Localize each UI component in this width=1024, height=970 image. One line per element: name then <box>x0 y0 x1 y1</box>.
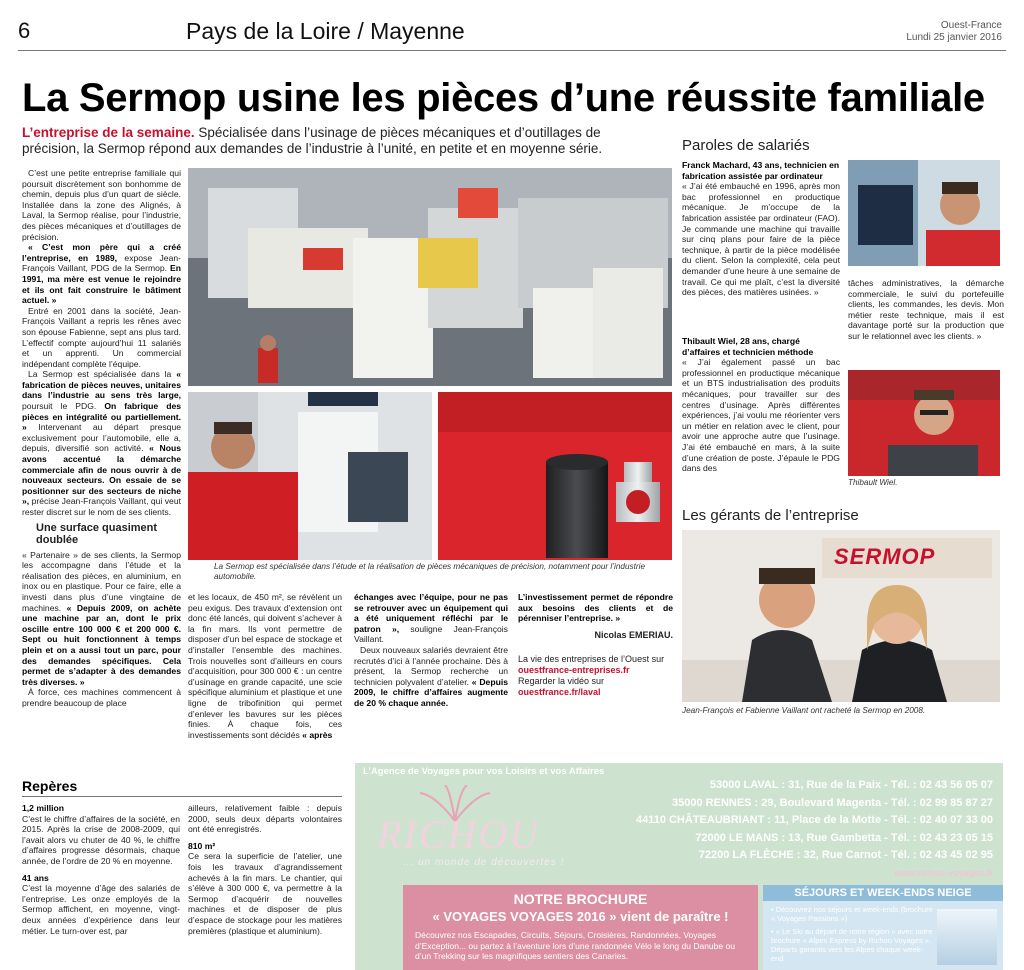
thibault-photo <box>848 370 1000 476</box>
article-column-1 <box>22 168 181 709</box>
ad-agencies <box>636 777 993 882</box>
paragraph: L’investissement permet de répondre aux besoins des clients et de pérenniser l’entreprise. » <box>518 592 673 624</box>
quote: « après <box>302 729 333 740</box>
text: « Partenaire » <box>22 549 78 560</box>
paragraph: C’est une petite entreprise familiale qui poursuit discrètement son bonhomme de chemin, depuis plus d’un quart de siècle. Installée dans la zone des Alignés, à Laval, la Sermop réalise, pour l’industrie, des pièces mécaniques et d’outillages de précision. <box>22 168 181 242</box>
agency-line: 35000 RENNES : 29, Boulevard Magenta - Tél. : 02 99 85 87 27 <box>672 796 993 809</box>
text: Deux nouveaux salariés devraient être recrutés d’ici à l’année prochaine. Dès à présent, la Sermop recherche un technicien polyvalent d’atelier. <box>354 644 508 687</box>
technician-photo <box>188 392 432 560</box>
repere-heading: 1,2 million <box>22 803 65 813</box>
paragraph <box>188 592 342 740</box>
promo <box>518 654 673 698</box>
brochure-title: NOTRE BROCHURE <box>513 891 648 907</box>
ad-website[interactable]: www.richou-voyages.fr <box>894 867 993 878</box>
sejours-title: SÉJOURS ET WEEK-ENDS NEIGE <box>763 885 1003 901</box>
gerants-title: Les gérants de l’entreprise <box>682 507 859 524</box>
agency-line: 53000 LAVAL : 31, Rue de la Paix - Tél. : 02 43 56 05 07 <box>709 779 993 791</box>
video-link[interactable]: ouestfrance.fr/laval <box>518 687 601 698</box>
franck-quote-cont: tâches administratives, la démarche commerciale, le suivi du portefeuille clients, les commandes, les devis. Mon métier reste technique, mais il est davantage porté sur la production que sur le relationnel avec les clients. » <box>848 278 1004 341</box>
agency-line: 44110 CHÂTEAUBRIANT : 11, Place de la Motte - Tél. : 02 40 07 33 00 <box>635 814 993 826</box>
gerants-photo <box>682 530 1000 702</box>
header-rule <box>18 50 1006 51</box>
franck-quote: « J’ai été embauché en 1996, après mon bac professionnel en productique mécanique. Je m’occupe de la fabrication assistée par ordinateur (FAO). Je commande une machine qui travaille sur cinq plans pour faire de la pièce technique, à partir de la pièce modélisée du client. Selon la complexité, cela peut demander d’une heure à une semaine de travail. Ce qui me plaît, c’est la diversité des pièces, des matières usinées. » <box>682 181 840 298</box>
sidebar-title: Paroles de salariés <box>682 137 810 154</box>
thibault-heading: Thibault Wiel, 28 ans, chargé d’affaires et technicien méthode <box>682 336 814 357</box>
text: Regarder la vidéo sur <box>518 676 605 687</box>
page-header <box>18 16 1006 50</box>
text: de ses clients, la Sermop les accompagne dans l’étude et la réalisation des pièces, en aluminium, en inox ou en plastique. Pour ce faire, elle a investi dans plus d’une vingtaine de machines. <box>22 549 181 613</box>
parts-photo <box>438 392 672 560</box>
text: poursuit le PDG. <box>22 401 105 412</box>
gerants-caption: Jean-François et Fabienne Vaillant ont racheté la Sermop en 2008. <box>682 706 926 715</box>
entreprises-link[interactable]: ouestfrance-entreprises.fr <box>518 665 630 676</box>
quote: « Depuis 2009, on achète une machine par an, dont le prix oscille entre 100 000 € et 200 000 €. Sept ou huit fonctionnent à temps plein et on a aussi tout un parc, pour des demandes spécifiques. Cela permet de s’adapter à des demandes très diverses. » <box>22 602 181 687</box>
workshop-photo <box>188 168 672 386</box>
sejours-item: • « Le Ski au départ de notre région » avec notre brochure « Alpes Express by Richou Voyages ». Départs garantis vers les Alpes chaque week-end <box>771 927 933 963</box>
article-column-4 <box>518 592 673 698</box>
thibault-block <box>682 336 840 474</box>
text: souligne Jean-François Vaillant. <box>354 623 508 645</box>
quote: « fabrication de pièces neuves, unitaires dans l’industrie au sens très large, <box>22 369 181 401</box>
repere-text: C’est la moyenne d’âge des salariés de l’entreprise. Les onze employés de la Sermop affichent, en moyenne, vingt-deux années d’expérience dans leur métier. Le turn-over est, par <box>22 883 180 936</box>
sejours-item: • Découvrez nos séjours et week-ends (brochure « Voyages Passions ») <box>771 905 933 923</box>
repere-heading: 810 m² <box>188 840 216 851</box>
author: Nicolas EMERIAU. <box>594 629 673 640</box>
sejours-box <box>763 885 1003 970</box>
brochure-text: Découvrez nos Escapades, Circuits, Séjours, Croisières, Randonnées, Voyages d’Exception... ou partez à l’aventure lors d’une randonnée Vélo le long du Danube ou d’un Trekking sur les magnifiques sentiers des Canaries. <box>415 930 735 961</box>
richou-ad[interactable] <box>355 763 1003 970</box>
quote: En 1991, ma mère est venue le rejoindre et ils ont fait construire le bâtiment actuel. » <box>22 263 181 306</box>
paragraph <box>22 550 181 688</box>
ski-photo <box>937 909 997 965</box>
repere-text: ailleurs, relativement faible : depuis 2000, seuls deux départs volontaires ont été enregistrés. <box>188 803 342 835</box>
headline: La Sermop usine les pièces d’une réussite familiale <box>22 76 985 120</box>
thibault-caption: Thibault Wiel. <box>848 478 898 487</box>
quote: « Nous avons accentué la démarche commerciale afin de nous ouvrir à de nouveaux secteurs. On essaie de se positionner sur des secteurs de niche », <box>22 443 181 507</box>
text: précise Jean-François Vaillant, qui veut rester discret sur le nom de ses clients. <box>22 496 181 517</box>
paragraph <box>354 592 508 645</box>
ad-brand: RICHOU <box>377 812 541 857</box>
text: Intervenant au départ presque exclusivement pour l’automobile, elle a, depuis, diversifié son activité. <box>22 422 181 454</box>
franck-block <box>682 160 840 298</box>
reperes-rule <box>22 796 342 797</box>
article-column-2 <box>188 592 342 740</box>
thibault-quote: « J’ai également passé un bac professionnel en productique mécanique et un BTS industrialisation des produits mécaniques, pour travailler sur des centres d’usinage. Après différentes expériences, j’ai voulu me réorienter vers un métier en relation avec le client, pour avoir une approche autre que l’usinage. J’ai été embauché en mars, à la suite d’une création de poste. J’épaule le PDG dans des <box>682 357 840 474</box>
ad-slogan: ... un monde de découvertes ! <box>403 857 565 868</box>
lead-text: Spécialisée dans l’usinage de pièces mécaniques et d’outillages de précision, la Sermop répond aux demandes de l’industrie à l’unité, en petite et en moyenne série. <box>22 125 603 156</box>
paragraph: Entré en 2001 dans la société, Jean-François Vaillant a repris les rênes avec son épouse Fabienne, sept ans plus tard. L’effectif compte aujourd’hui 11 salariés et un apprenti. Un commercial indépendant complète l’équipe. <box>22 305 181 369</box>
page-number: 6 <box>18 18 31 43</box>
brochure-box <box>403 885 758 970</box>
paragraph <box>22 369 181 517</box>
brochure-subtitle: « VOYAGES VOYAGES 2016 » vient de paraître ! <box>432 909 729 924</box>
issue-date: Lundi 25 janvier 2016 <box>906 32 1002 43</box>
quote: « Depuis 2009, le chiffre d’affaires augmente de 20 % chaque année. <box>354 676 508 708</box>
paragraph <box>22 242 181 306</box>
reperes-title: Repères <box>22 778 78 794</box>
reperes-col-2 <box>188 803 342 936</box>
agency-line: 72200 LA FLÈCHE : 32, Rue Carnot - Tél. : 02 43 45 02 95 <box>698 849 993 861</box>
quote: On fabrique des pièces en intégralité ou partiellement. » <box>22 401 182 433</box>
sermop-sign: SERMOP <box>834 544 936 569</box>
paragraph: À force, ces machines commencent à prendre beaucoup de place <box>22 687 181 708</box>
subhead: Une surface quasiment doublée <box>36 521 158 546</box>
reperes-col-1 <box>22 803 180 936</box>
photo-caption: La Sermop est spécialisée dans l’étude et la réalisation de pièces mécaniques de précision, notamment pour l’industrie automobile. <box>214 562 645 581</box>
paragraph <box>354 645 508 709</box>
agency-line: 72000 LE MANS : 13, Rue Gambetta - Tél. : 02 43 23 05 15 <box>695 831 993 844</box>
section-title: Pays de la Loire / Mayenne <box>186 18 465 44</box>
lead-paragraph <box>22 125 607 157</box>
text: La Sermop est spécialisée dans la <box>28 369 177 380</box>
repere-heading: 41 ans <box>22 872 49 883</box>
quote: « C’est mon père qui a créé l’entreprise, en 1989, <box>22 242 181 263</box>
paper-name: Ouest-France <box>940 20 1002 31</box>
quote: échanges avec l’équipe, pour ne pas se retrouver avec un équipement qui a été uniquement réfléchi par le patron », <box>354 592 508 634</box>
text: et les locaux, de 450 m², se révèlent un peu exigus. Des travaux d’extension ont donc été lancés, qui doivent s’achever à la fin mars. Ils vont permettre de disposer d’un bel espace de stockage et d’installer l’ensemble des machines. Trois nouvelles sont d’ailleurs en cours d’acquisition, pour 300 000 € : un centre d’usinage en grande capacité, une scie spécifique aluminium et plastique et une ligne de tribofinition qui permet d’enlever les bavures sur les pièces finies. À chaque fois, ces investissements sont décidés <box>188 592 342 740</box>
ad-tagline: L’Agence de Voyages pour vos Loisirs et vos Affaires <box>363 766 605 777</box>
franck-photo <box>848 160 1000 266</box>
repere-text: C’est le chiffre d’affaires de la société, en 2015. Après la crise de 2008-2009, qui l’avait alors vu chuter de 40 %, le chiffre d’affaires progresse désormais, chaque année, de l’ordre de 20 % en moyenne. <box>22 813 180 866</box>
text: expose Jean-François Vaillant, PDG de la Sermop. <box>22 252 182 274</box>
lead-kicker: L’entreprise de la semaine. <box>22 125 195 140</box>
text: La vie des entreprises de l’Ouest sur <box>518 654 665 665</box>
repere-text: Ce sera la superficie de l’atelier, une fois les travaux d’agrandissement achevés à la fin mars. Le chantier, qui s’élève à 300 000 €, va permettre à la Sermop d’acquérir de nouvelles machines et de disposer de plus d’espace de stockage pour les matières premières (plastique et aluminium). <box>188 851 342 936</box>
franck-heading: Franck Machard, 43 ans, technicien en fabrication assistée par ordinateur <box>682 160 840 181</box>
article-column-3 <box>354 592 508 709</box>
